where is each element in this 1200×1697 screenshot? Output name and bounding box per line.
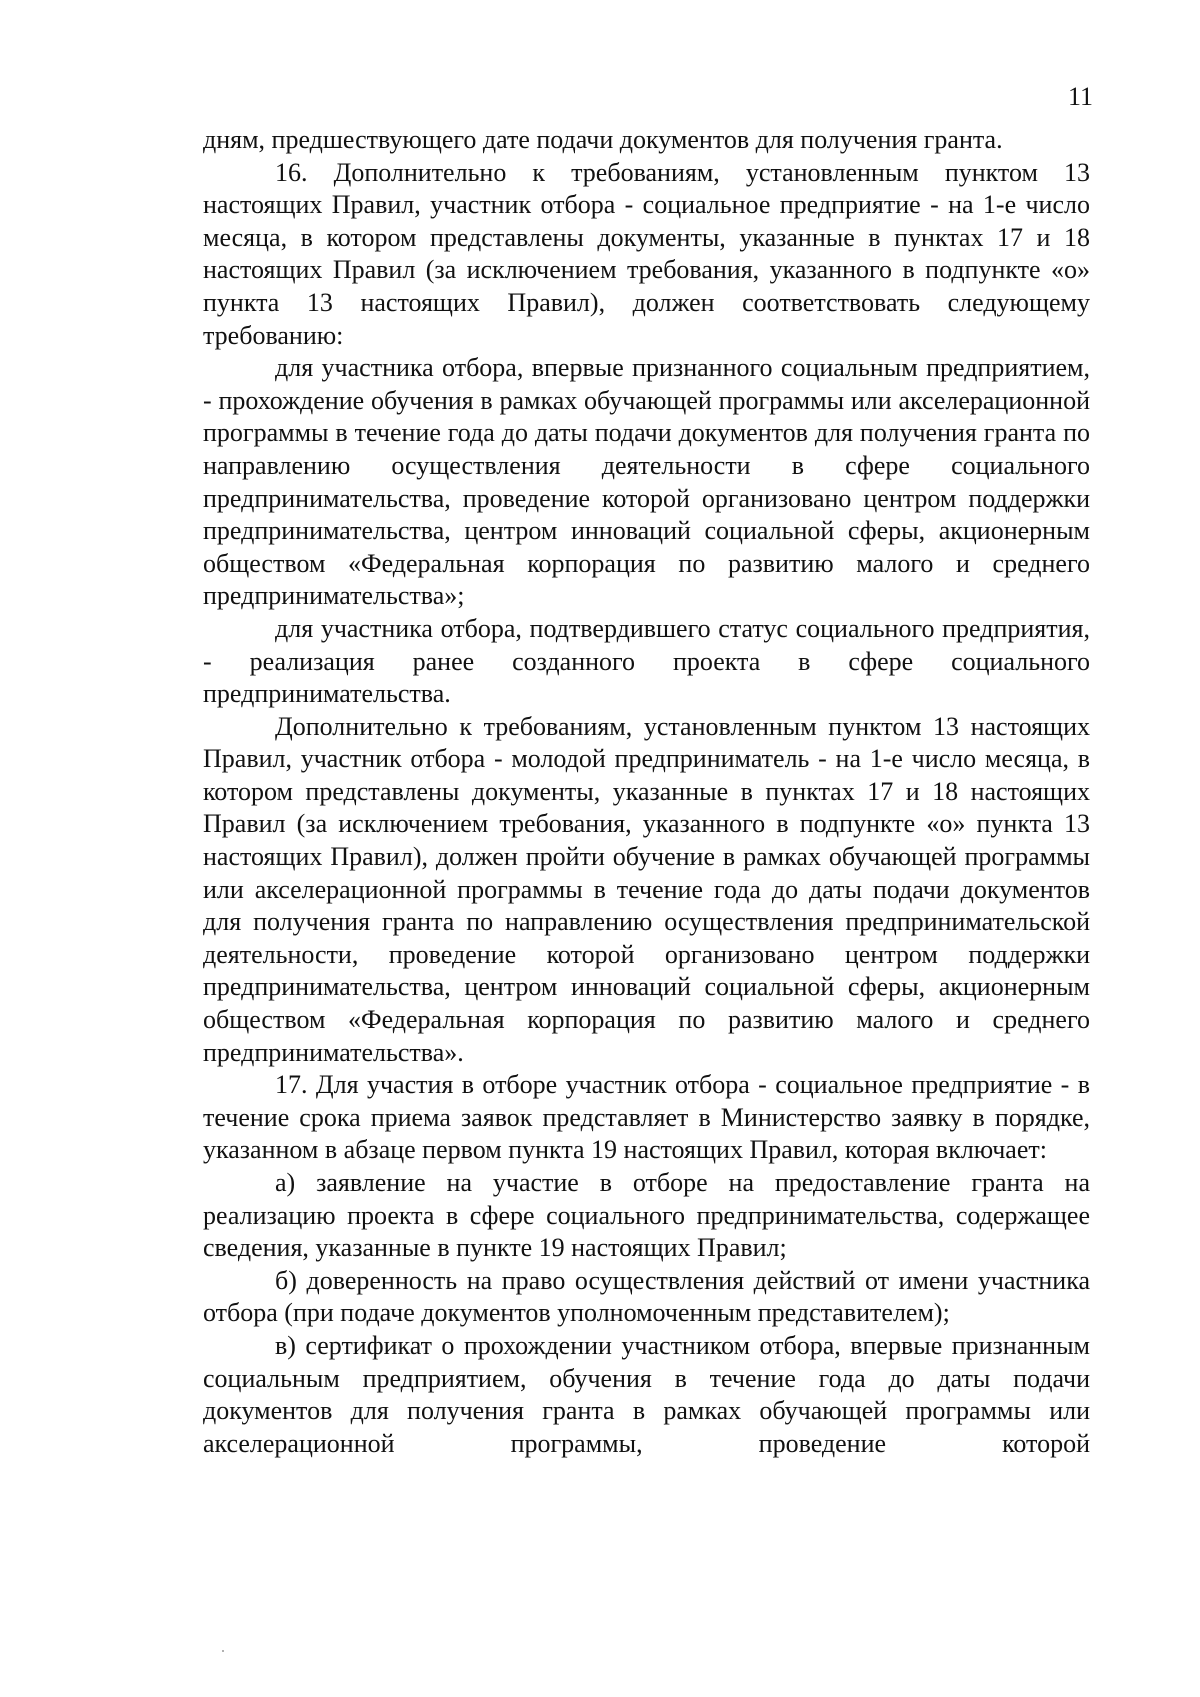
document-body xyxy=(203,124,1090,1460)
paragraph-item-16: 16. Дополнительно к требованиям, установленным пунктом 13 настоящих Правил, участник отбора - социальное предприятие - на 1-е число месяца, в котором представлены документы, указанные в пунктах 17 и 18 настоящих Правил (за исключением требования, указанного в подпункте «о» пункта 13 настоящих Правил), должен соответствовать следующему требованию: xyxy=(203,157,1090,350)
page-number: 11 xyxy=(1068,82,1094,111)
paragraph-item-17: 17. Для участия в отборе участник отбора - социальное предприятие - в течение срока приема заявок представляет в Министерство заявку в порядке, указанном в абзаце первом пункта 19 настоящих Правил, которая включает: xyxy=(203,1070,1090,1165)
paragraph-young-entrepreneur: Дополнительно к требованиям, установленным пунктом 13 настоящих Правил, участник отбора - молодой предприниматель - на 1-е число месяца, в котором представлены документы, указанные в пунктах 17 и 18 настоящих Правил (за исключением требования, указанного в подпункте «о» пункта 13 настоящих Правил), должен пройти обучение в рамках обучающей программы или акселерационной программы в течение года до даты подачи документов для получения гранта по направлению осуществления предпринимательской деятельности, проведение которой организовано центром поддержки предпринимательства, центром инноваций социальной сферы, акционерным обществом «Федеральная корпорация по развитию малого и среднего предпринимательства». xyxy=(203,711,1090,1067)
paragraph-subitem-b: б) доверенность на право осуществления действий от имени участника отбора (при подаче документов уполномоченным представителем); xyxy=(203,1265,1090,1328)
paragraph-subitem-a: а) заявление на участие в отборе на предоставление гранта на реализацию проекта в сфере социального предпринимательства, содержащее сведения, указанные в пункте 19 настоящих Правил; xyxy=(203,1168,1090,1263)
scan-speck xyxy=(222,1650,224,1652)
paragraph-subitem-v: в) сертификат о прохождении участником отбора, впервые признанным социальным предприятием, обучения в течение года до даты подачи документов для получения гранта в рамках обучающей программы или акселерационной программы, проведение которой xyxy=(203,1330,1090,1458)
paragraph-first-time-social-enterprise: для участника отбора, впервые признанного социальным предприятием, - прохождение обучения в рамках обучающей программы или акселерационной программы в течение года до даты подачи документов для получения гранта по направлению осуществления деятельности в сфере социального предпринимательства, проведение которой организовано центром поддержки предпринимательства, центром инноваций социальной сферы, акционерным обществом «Федеральная корпорация по развитию малого и среднего предпринимательства»; xyxy=(203,353,1090,611)
paragraph-confirmed-status: для участника отбора, подтвердившего статус социального предприятия, - реализация ранее созданного проекта в сфере социального предпринимательства. xyxy=(203,613,1090,709)
paragraph-continuation: дням, предшествующего дате подачи документов для получения гранта. xyxy=(203,125,1003,154)
